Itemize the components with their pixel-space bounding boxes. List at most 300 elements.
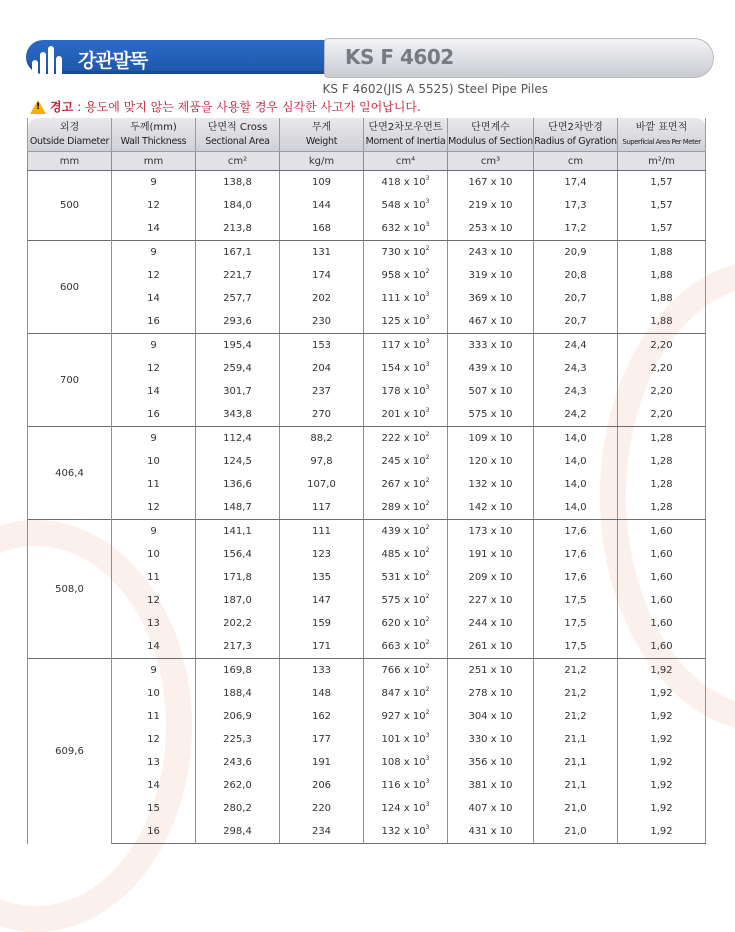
table-row xyxy=(28,612,706,635)
weight-cell: 148 xyxy=(280,682,364,705)
table-body xyxy=(28,171,706,844)
modulus-of-section-cell: 261 x 10 xyxy=(448,635,534,659)
radius-of-gyration-cell: 24,3 xyxy=(534,380,618,403)
moment-of-inertia-cell xyxy=(364,217,448,241)
table-row xyxy=(28,427,706,451)
moment-of-inertia-cell xyxy=(364,751,448,774)
wall-thickness-cell: 9 xyxy=(112,520,196,544)
unit-cell: cm⁴ xyxy=(364,152,448,171)
wall-thickness-cell: 11 xyxy=(112,705,196,728)
moment-value: 222 x 10 xyxy=(381,433,426,444)
moment-of-inertia-cell xyxy=(364,264,448,287)
modulus-of-section-cell: 278 x 10 xyxy=(448,682,534,705)
moment-value: 154 x 10 xyxy=(381,363,426,374)
superficial-area-cell: 1,57 xyxy=(618,217,706,241)
moment-value: 116 x 10 xyxy=(381,780,426,791)
weight-cell: 234 xyxy=(280,820,364,844)
weight-cell: 144 xyxy=(280,194,364,217)
sectional-area-cell: 257,7 xyxy=(196,287,280,310)
wall-thickness-cell: 16 xyxy=(112,403,196,427)
modulus-of-section-cell: 253 x 10 xyxy=(448,217,534,241)
table-row xyxy=(28,659,706,683)
modulus-of-section-cell: 439 x 10 xyxy=(448,357,534,380)
weight-cell: 191 xyxy=(280,751,364,774)
weight-cell: 168 xyxy=(280,217,364,241)
weight-cell: 135 xyxy=(280,566,364,589)
wall-thickness-cell: 10 xyxy=(112,450,196,473)
moment-of-inertia-cell xyxy=(364,473,448,496)
moment-exponent: 2 xyxy=(425,593,430,600)
table-row xyxy=(28,589,706,612)
table-row xyxy=(28,566,706,589)
wall-thickness-cell: 16 xyxy=(112,310,196,334)
moment-value: 289 x 10 xyxy=(381,502,426,513)
sectional-area-cell: 141,1 xyxy=(196,520,280,544)
wall-thickness-cell: 13 xyxy=(112,751,196,774)
sectional-area-cell: 195,4 xyxy=(196,334,280,358)
page-title: 강관말뚝 xyxy=(78,50,148,72)
radius-of-gyration-cell: 17,3 xyxy=(534,194,618,217)
moment-value: 178 x 10 xyxy=(381,386,426,397)
column-header: 외경 Outside Diameter xyxy=(28,118,112,152)
table-row xyxy=(28,751,706,774)
superficial-area-cell: 1,28 xyxy=(618,427,706,451)
wall-thickness-cell: 12 xyxy=(112,264,196,287)
moment-of-inertia-cell xyxy=(364,194,448,217)
superficial-area-cell: 2,20 xyxy=(618,357,706,380)
moment-of-inertia-cell xyxy=(364,357,448,380)
unit-cell: mm xyxy=(112,152,196,171)
radius-of-gyration-cell: 17,5 xyxy=(534,612,618,635)
outside-diameter-cell: 500 xyxy=(28,171,112,241)
modulus-of-section-cell: 330 x 10 xyxy=(448,728,534,751)
moment-of-inertia-cell xyxy=(364,403,448,427)
moment-exponent: 2 xyxy=(425,663,430,670)
radius-of-gyration-cell: 14,0 xyxy=(534,496,618,520)
table-row xyxy=(28,357,706,380)
modulus-of-section-cell: 142 x 10 xyxy=(448,496,534,520)
wall-thickness-cell: 14 xyxy=(112,635,196,659)
moment-exponent: 2 xyxy=(425,268,430,275)
modulus-of-section-cell: 507 x 10 xyxy=(448,380,534,403)
table-row xyxy=(28,728,706,751)
radius-of-gyration-cell: 21,0 xyxy=(534,797,618,820)
sectional-area-cell: 138,8 xyxy=(196,171,280,195)
modulus-of-section-cell: 109 x 10 xyxy=(448,427,534,451)
modulus-of-section-cell: 209 x 10 xyxy=(448,566,534,589)
superficial-area-cell: 1,88 xyxy=(618,310,706,334)
moment-value: 766 x 10 xyxy=(381,665,426,676)
moment-exponent: 3 xyxy=(425,824,430,831)
moment-value: 730 x 10 xyxy=(381,247,426,258)
wall-thickness-cell: 12 xyxy=(112,194,196,217)
sectional-area-cell: 262,0 xyxy=(196,774,280,797)
weight-cell: 107,0 xyxy=(280,473,364,496)
moment-exponent: 3 xyxy=(425,291,430,298)
unit-cell: cm³ xyxy=(448,152,534,171)
outside-diameter-cell: 508,0 xyxy=(28,520,112,659)
moment-exponent: 2 xyxy=(425,570,430,577)
sectional-area-cell: 280,2 xyxy=(196,797,280,820)
table-row xyxy=(28,264,706,287)
sectional-area-cell: 167,1 xyxy=(196,241,280,265)
modulus-of-section-cell: 219 x 10 xyxy=(448,194,534,217)
column-header: 두께(mm) Wall Thickness xyxy=(112,118,196,152)
weight-cell: 204 xyxy=(280,357,364,380)
weight-cell: 177 xyxy=(280,728,364,751)
moment-of-inertia-cell xyxy=(364,705,448,728)
column-header: 단면적 Cross Sectional Area xyxy=(196,118,280,152)
moment-value: 267 x 10 xyxy=(381,479,426,490)
moment-of-inertia-cell xyxy=(364,566,448,589)
weight-cell: 123 xyxy=(280,543,364,566)
moment-of-inertia-cell xyxy=(364,310,448,334)
radius-of-gyration-cell: 21,0 xyxy=(534,820,618,844)
warning-text: : 용도에 맞지 않는 제품을 사용할 경우 심각한 사고가 일어납니다. xyxy=(77,100,421,114)
sectional-area-cell: 156,4 xyxy=(196,543,280,566)
superficial-area-cell: 1,92 xyxy=(618,682,706,705)
warning-triangle-icon xyxy=(30,100,46,114)
moment-of-inertia-cell xyxy=(364,635,448,659)
table-row xyxy=(28,334,706,358)
weight-cell: 270 xyxy=(280,403,364,427)
warning-notice xyxy=(30,98,421,115)
moment-exponent: 3 xyxy=(425,801,430,808)
radius-of-gyration-cell: 24,4 xyxy=(534,334,618,358)
moment-of-inertia-cell xyxy=(364,520,448,544)
moment-of-inertia-cell xyxy=(364,774,448,797)
sectional-area-cell: 188,4 xyxy=(196,682,280,705)
moment-of-inertia-cell xyxy=(364,287,448,310)
sectional-area-cell: 112,4 xyxy=(196,427,280,451)
modulus-of-section-cell: 227 x 10 xyxy=(448,589,534,612)
weight-cell: 117 xyxy=(280,496,364,520)
modulus-of-section-cell: 304 x 10 xyxy=(448,705,534,728)
wall-thickness-cell: 14 xyxy=(112,774,196,797)
superficial-area-cell: 1,92 xyxy=(618,705,706,728)
moment-of-inertia-cell xyxy=(364,612,448,635)
modulus-of-section-cell: 381 x 10 xyxy=(448,774,534,797)
wall-thickness-cell: 9 xyxy=(112,659,196,683)
moment-of-inertia-cell xyxy=(364,427,448,451)
superficial-area-cell: 1,92 xyxy=(618,751,706,774)
sectional-area-cell: 293,6 xyxy=(196,310,280,334)
radius-of-gyration-cell: 20,9 xyxy=(534,241,618,265)
weight-cell: 237 xyxy=(280,380,364,403)
radius-of-gyration-cell: 17,4 xyxy=(534,171,618,195)
moment-of-inertia-cell xyxy=(364,820,448,844)
sectional-area-cell: 171,8 xyxy=(196,566,280,589)
moment-value: 201 x 10 xyxy=(381,409,426,420)
sectional-area-cell: 301,7 xyxy=(196,380,280,403)
superficial-area-cell: 1,60 xyxy=(618,520,706,544)
superficial-area-cell: 1,60 xyxy=(618,566,706,589)
sectional-area-cell: 298,4 xyxy=(196,820,280,844)
column-header: 바깥 표면적 Superficial Area Per Meter xyxy=(618,118,706,152)
units-row xyxy=(28,152,706,171)
moment-exponent: 2 xyxy=(425,616,430,623)
moment-of-inertia-cell xyxy=(364,797,448,820)
wall-thickness-cell: 9 xyxy=(112,427,196,451)
radius-of-gyration-cell: 17,6 xyxy=(534,520,618,544)
outside-diameter-cell: 700 xyxy=(28,334,112,427)
superficial-area-cell: 1,92 xyxy=(618,774,706,797)
moment-value: 124 x 10 xyxy=(381,803,426,814)
moment-exponent: 2 xyxy=(425,454,430,461)
outside-diameter-cell: 600 xyxy=(28,241,112,334)
sectional-area-cell: 343,8 xyxy=(196,403,280,427)
radius-of-gyration-cell: 21,2 xyxy=(534,682,618,705)
weight-cell: 202 xyxy=(280,287,364,310)
sectional-area-cell: 217,3 xyxy=(196,635,280,659)
sectional-area-cell: 184,0 xyxy=(196,194,280,217)
moment-exponent: 2 xyxy=(425,477,430,484)
modulus-of-section-cell: 251 x 10 xyxy=(448,659,534,683)
wall-thickness-cell: 16 xyxy=(112,820,196,844)
radius-of-gyration-cell: 17,6 xyxy=(534,543,618,566)
superficial-area-cell: 2,20 xyxy=(618,380,706,403)
modulus-of-section-cell: 431 x 10 xyxy=(448,820,534,844)
weight-cell: 88,2 xyxy=(280,427,364,451)
moment-of-inertia-cell xyxy=(364,589,448,612)
wall-thickness-cell: 12 xyxy=(112,357,196,380)
moment-exponent: 3 xyxy=(425,778,430,785)
warning-label: 경고 xyxy=(50,100,74,114)
modulus-of-section-cell: 369 x 10 xyxy=(448,287,534,310)
unit-cell: cm² xyxy=(196,152,280,171)
outside-diameter-cell: 406,4 xyxy=(28,427,112,520)
moment-value: 108 x 10 xyxy=(381,757,426,768)
unit-cell: mm xyxy=(28,152,112,171)
moment-exponent: 2 xyxy=(425,245,430,252)
superficial-area-cell: 2,20 xyxy=(618,403,706,427)
modulus-of-section-cell: 191 x 10 xyxy=(448,543,534,566)
moment-value: 847 x 10 xyxy=(381,688,426,699)
superficial-area-cell: 1,92 xyxy=(618,820,706,844)
moment-value: 575 x 10 xyxy=(381,595,426,606)
column-header: 단면계수 Modulus of Section xyxy=(448,118,534,152)
superficial-area-cell: 1,60 xyxy=(618,635,706,659)
table-row xyxy=(28,403,706,427)
sectional-area-cell: 225,3 xyxy=(196,728,280,751)
unit-cell: kg/m xyxy=(280,152,364,171)
radius-of-gyration-cell: 14,0 xyxy=(534,450,618,473)
wall-thickness-cell: 11 xyxy=(112,473,196,496)
table-row xyxy=(28,520,706,544)
wall-thickness-cell: 10 xyxy=(112,543,196,566)
moment-value: 101 x 10 xyxy=(381,734,426,745)
superficial-area-cell: 1,28 xyxy=(618,473,706,496)
title-banner xyxy=(26,40,331,74)
superficial-area-cell: 1,88 xyxy=(618,241,706,265)
moment-exponent: 3 xyxy=(425,175,430,182)
radius-of-gyration-cell: 20,8 xyxy=(534,264,618,287)
sectional-area-cell: 187,0 xyxy=(196,589,280,612)
radius-of-gyration-cell: 21,1 xyxy=(534,728,618,751)
moment-of-inertia-cell xyxy=(364,543,448,566)
radius-of-gyration-cell: 21,2 xyxy=(534,705,618,728)
weight-cell: 171 xyxy=(280,635,364,659)
radius-of-gyration-cell: 17,6 xyxy=(534,566,618,589)
modulus-of-section-cell: 356 x 10 xyxy=(448,751,534,774)
weight-cell: 131 xyxy=(280,241,364,265)
weight-cell: 206 xyxy=(280,774,364,797)
outside-diameter-cell: 609,6 xyxy=(28,659,112,844)
moment-value: 111 x 10 xyxy=(381,293,426,304)
weight-cell: 159 xyxy=(280,612,364,635)
radius-of-gyration-cell: 21,1 xyxy=(534,774,618,797)
standard-code-banner xyxy=(324,38,714,78)
wall-thickness-cell: 12 xyxy=(112,589,196,612)
modulus-of-section-cell: 319 x 10 xyxy=(448,264,534,287)
radius-of-gyration-cell: 24,3 xyxy=(534,357,618,380)
moment-value: 927 x 10 xyxy=(381,711,426,722)
superficial-area-cell: 1,57 xyxy=(618,171,706,195)
radius-of-gyration-cell: 24,2 xyxy=(534,403,618,427)
unit-cell: m²/m xyxy=(618,152,706,171)
moment-of-inertia-cell xyxy=(364,450,448,473)
table-row xyxy=(28,635,706,659)
sectional-area-cell: 259,4 xyxy=(196,357,280,380)
table-row xyxy=(28,496,706,520)
radius-of-gyration-cell: 20,7 xyxy=(534,287,618,310)
moment-value: 531 x 10 xyxy=(381,572,426,583)
radius-of-gyration-cell: 20,7 xyxy=(534,310,618,334)
table-row xyxy=(28,705,706,728)
moment-exponent: 2 xyxy=(425,524,430,531)
moment-exponent: 2 xyxy=(425,500,430,507)
modulus-of-section-cell: 333 x 10 xyxy=(448,334,534,358)
table-row xyxy=(28,380,706,403)
moment-exponent: 2 xyxy=(425,431,430,438)
moment-exponent: 3 xyxy=(425,407,430,414)
weight-cell: 230 xyxy=(280,310,364,334)
radius-of-gyration-cell: 17,2 xyxy=(534,217,618,241)
moment-of-inertia-cell xyxy=(364,171,448,195)
moment-exponent: 2 xyxy=(425,709,430,716)
radius-of-gyration-cell: 14,0 xyxy=(534,427,618,451)
wall-thickness-cell: 10 xyxy=(112,682,196,705)
superficial-area-cell: 1,60 xyxy=(618,543,706,566)
table-row xyxy=(28,473,706,496)
table-row xyxy=(28,682,706,705)
moment-exponent: 2 xyxy=(425,686,430,693)
moment-exponent: 2 xyxy=(425,639,430,646)
moment-exponent: 3 xyxy=(425,361,430,368)
weight-cell: 97,8 xyxy=(280,450,364,473)
moment-value: 125 x 10 xyxy=(381,316,426,327)
superficial-area-cell: 1,28 xyxy=(618,496,706,520)
wall-thickness-cell: 12 xyxy=(112,496,196,520)
column-header: 단면2차모우먼트 Moment of Inertia xyxy=(364,118,448,152)
moment-exponent: 3 xyxy=(425,314,430,321)
wall-thickness-cell: 9 xyxy=(112,171,196,195)
superficial-area-cell: 1,92 xyxy=(618,728,706,751)
moment-exponent: 3 xyxy=(425,198,430,205)
table-row xyxy=(28,774,706,797)
modulus-of-section-cell: 132 x 10 xyxy=(448,473,534,496)
table-row xyxy=(28,450,706,473)
modulus-of-section-cell: 244 x 10 xyxy=(448,612,534,635)
superficial-area-cell: 1,88 xyxy=(618,264,706,287)
superficial-area-cell: 1,28 xyxy=(618,450,706,473)
modulus-of-section-cell: 407 x 10 xyxy=(448,797,534,820)
column-header: 무게 Weight xyxy=(280,118,364,152)
superficial-area-cell: 1,92 xyxy=(618,797,706,820)
moment-value: 663 x 10 xyxy=(381,641,426,652)
header-row xyxy=(28,118,706,152)
table-row xyxy=(28,820,706,844)
moment-value: 958 x 10 xyxy=(381,270,426,281)
moment-of-inertia-cell xyxy=(364,241,448,265)
wall-thickness-cell: 11 xyxy=(112,566,196,589)
subtitle: KS F 4602(JIS A 5525) Steel Pipe Piles xyxy=(322,82,548,96)
table-row xyxy=(28,310,706,334)
sectional-area-cell: 124,5 xyxy=(196,450,280,473)
table-row xyxy=(28,797,706,820)
standard-code: KS F 4602 xyxy=(345,45,454,69)
page-header xyxy=(26,38,712,76)
moment-of-inertia-cell xyxy=(364,334,448,358)
sectional-area-cell: 206,9 xyxy=(196,705,280,728)
moment-value: 620 x 10 xyxy=(381,618,426,629)
weight-cell: 220 xyxy=(280,797,364,820)
radius-of-gyration-cell: 14,0 xyxy=(534,473,618,496)
moment-exponent: 3 xyxy=(425,221,430,228)
wall-thickness-cell: 15 xyxy=(112,797,196,820)
moment-value: 117 x 10 xyxy=(381,340,426,351)
table-row xyxy=(28,241,706,265)
moment-value: 418 x 10 xyxy=(381,177,426,188)
table-row xyxy=(28,171,706,195)
sectional-area-cell: 221,7 xyxy=(196,264,280,287)
moment-of-inertia-cell xyxy=(364,496,448,520)
moment-exponent: 3 xyxy=(425,384,430,391)
weight-cell: 133 xyxy=(280,659,364,683)
moment-exponent: 3 xyxy=(425,755,430,762)
modulus-of-section-cell: 173 x 10 xyxy=(448,520,534,544)
radius-of-gyration-cell: 21,1 xyxy=(534,751,618,774)
steel-pipes-icon xyxy=(28,40,66,74)
wall-thickness-cell: 12 xyxy=(112,728,196,751)
superficial-area-cell: 1,92 xyxy=(618,659,706,683)
radius-of-gyration-cell: 17,5 xyxy=(534,635,618,659)
wall-thickness-cell: 14 xyxy=(112,217,196,241)
moment-of-inertia-cell xyxy=(364,728,448,751)
superficial-area-cell: 1,60 xyxy=(618,589,706,612)
moment-of-inertia-cell xyxy=(364,380,448,403)
moment-value: 439 x 10 xyxy=(381,526,426,537)
table-row xyxy=(28,287,706,310)
sectional-area-cell: 202,2 xyxy=(196,612,280,635)
wall-thickness-cell: 9 xyxy=(112,334,196,358)
unit-cell: cm xyxy=(534,152,618,171)
weight-cell: 153 xyxy=(280,334,364,358)
weight-cell: 147 xyxy=(280,589,364,612)
sectional-area-cell: 243,6 xyxy=(196,751,280,774)
moment-value: 132 x 10 xyxy=(381,826,426,837)
moment-of-inertia-cell xyxy=(364,659,448,683)
wall-thickness-cell: 13 xyxy=(112,612,196,635)
radius-of-gyration-cell: 21,2 xyxy=(534,659,618,683)
radius-of-gyration-cell: 17,5 xyxy=(534,589,618,612)
modulus-of-section-cell: 120 x 10 xyxy=(448,450,534,473)
moment-of-inertia-cell xyxy=(364,682,448,705)
table-row xyxy=(28,217,706,241)
moment-value: 632 x 10 xyxy=(381,223,426,234)
modulus-of-section-cell: 467 x 10 xyxy=(448,310,534,334)
superficial-area-cell: 1,88 xyxy=(618,287,706,310)
